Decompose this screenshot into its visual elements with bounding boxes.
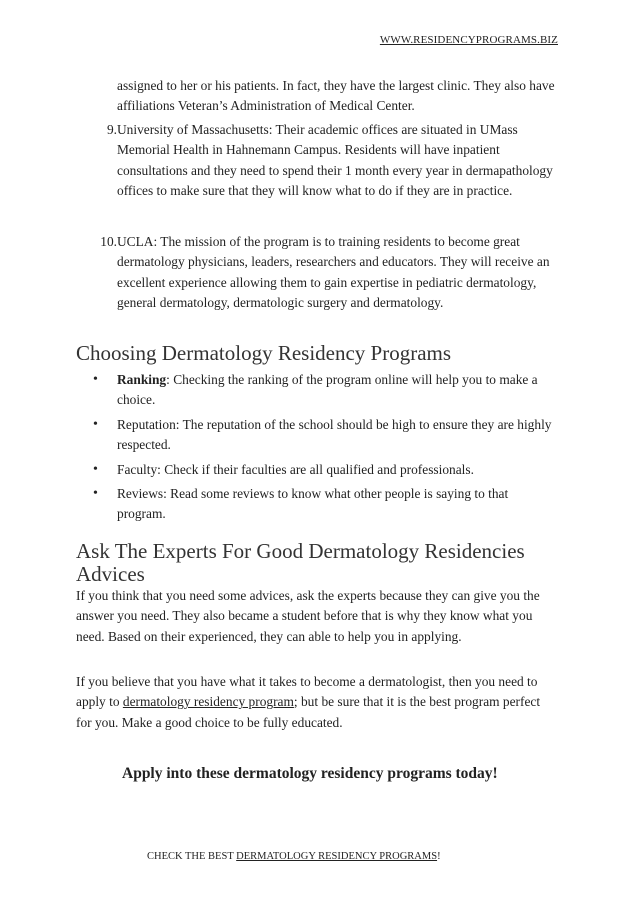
paragraph: If you think that you need some advices, ask the experts because they can give you the answer you need. They also became a student before that is why they know what you need. Based on their experienced, they can able to help you in applying. bbox=[76, 588, 540, 644]
call-to-action: Apply into these dermatology residency programs today! bbox=[122, 765, 498, 782]
list-item-text: UCLA: The mission of the program is to training residents to become great dermatology physicians, leaders, researchers and educators. They will receive an excellent experience allowing them to gain expertise in pediatric dermatology, general dermatology, dermatologic surgery and dermatology. bbox=[117, 234, 550, 311]
bullet-icon: • bbox=[93, 372, 98, 387]
footer-programs-link[interactable]: DERMATOLOGY RESIDENCY PROGRAMS bbox=[236, 851, 438, 862]
bullet-icon: • bbox=[93, 416, 98, 432]
list-item-text: University of Massachusetts: Their academic offices are situated in UMass Memorial Health in Hahnemann Campus. Residents will have inpatient consultations and they need to spend their 1 month every year in dermapathology offices to make sure that they will know what to do if they are in practice. bbox=[117, 122, 553, 199]
list-item-text: Faculty: Check if their faculties are all qualified and professionals. bbox=[117, 461, 474, 477]
dermatology-program-link[interactable]: dermatology residency program bbox=[122, 694, 294, 710]
list-item bbox=[76, 120, 556, 202]
list-item-text: Ranking: Checking the ranking of the program online will help you to make a choice. bbox=[117, 372, 538, 408]
list-item-number: 9. bbox=[106, 122, 117, 137]
list-item-text: Reputation: The reputation of the school should be high to ensure they are highly respected. bbox=[117, 416, 552, 453]
site-url-link[interactable]: WWW.RESIDENCYPROGRAMS.BIZ bbox=[379, 34, 558, 46]
bullet-icon: • bbox=[93, 486, 98, 502]
list-item bbox=[93, 460, 553, 480]
list-item bbox=[93, 484, 553, 525]
section-heading: Choosing Dermatology Residency Programs bbox=[76, 341, 452, 365]
list-item-number: 10. bbox=[100, 234, 117, 249]
continuation-text: assigned to her or his patients. In fact, they have the largest clinic. They also have affiliations Veteran’s Administration of Medical Center. bbox=[117, 78, 555, 114]
section-heading: Ask The Experts For Good Dermatology Residencies Advices bbox=[76, 539, 525, 586]
list-item-text: Reviews: Read some reviews to know what other people is saying to that program. bbox=[117, 486, 509, 522]
footer: CHECK THE BEST DERMATOLOGY RESIDENCY PROGRAMS! bbox=[147, 851, 441, 862]
paragraph: If you believe that you have what it takes to become a dermatologist, then you need to apply to dermatology residency program; but be sure that it is the best program perfect for you. Make a good choice to be fully educated. bbox=[76, 674, 541, 730]
list-item bbox=[93, 370, 553, 411]
bullet-list bbox=[93, 370, 553, 529]
list-item bbox=[76, 232, 556, 314]
numbered-list bbox=[76, 120, 556, 202]
list-item bbox=[93, 415, 553, 456]
numbered-list bbox=[76, 232, 556, 314]
bullet-icon: • bbox=[93, 461, 98, 477]
